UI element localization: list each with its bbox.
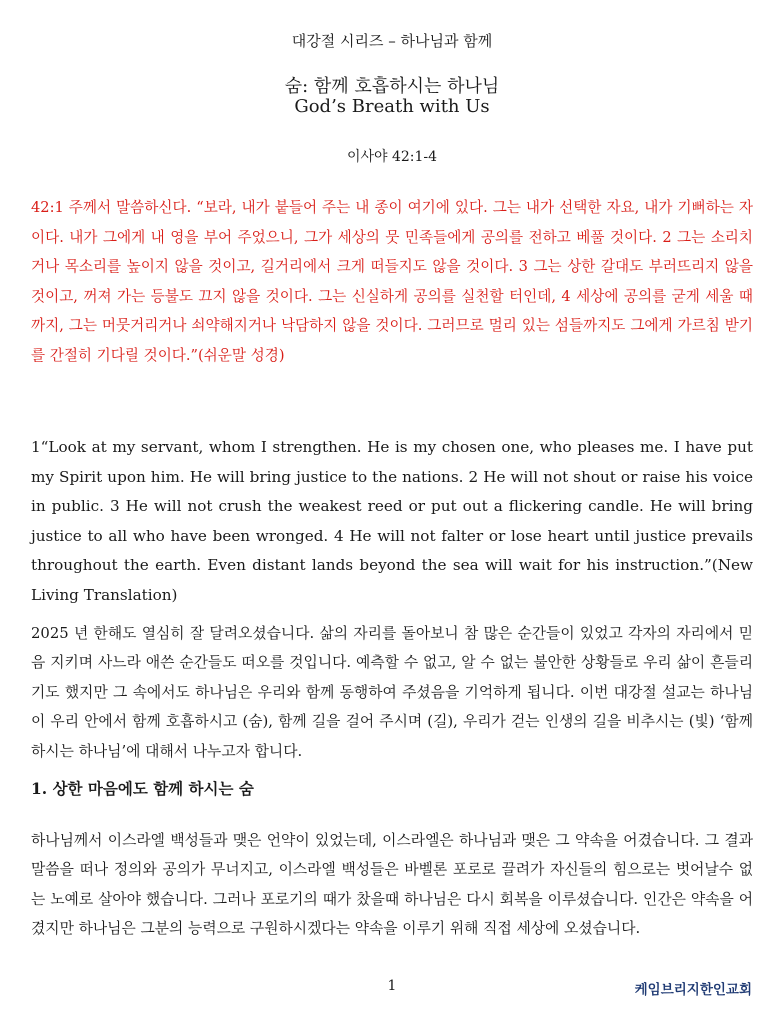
church-name: 케임브리지한인교회 — [634, 982, 752, 998]
sermon-title-korean: 숨: 함께 호흡하시는 하나님 — [284, 76, 500, 97]
sermon-title-english: God’s Breath with Us — [294, 96, 490, 117]
section-body-paragraph: 하나님께서 이스라엘 백성들과 맺은 언약이 있었는데, 이스라엘은 하나님과 맺은 그 약속을 어겼습니다. 그 결과 말씀을 떠나 정의와 공의가 무너지고, 이스라엘 백성들은 바벨론 포로로 끌려가 자신들의 힘으로는 벗어날수 없는 노예로 살아야 했습니다. 그러나 포로기의 때가 찼을때 하나님은 다시 회복을 이루셨습니다. 인간은 약속을 어겼지만 하나님은 그분의 능력으로 구원하시겠다는 약속을 이루기 위해 직접 세상에 오셨습니다. — [31, 832, 753, 938]
scripture-english: 1“Look at my servant, whom I strengthen. He is my chosen one, who pleases me. I have put my Spirit upon him. He will bring justice to the nations. 2 He will not shout or raise his voice in public. 3 He will not crush the weakest reed or put out a flickering candle. He will bring justice to all who have been wronged. 4 He will not falter or lose heart until justice prevails throughout the earth. Even distant lands beyond the sea will wait for his instruction.”(New Living Translation) — [31, 438, 753, 604]
series-title: 대강절 시리즈 – 하나님과 함께 — [291, 32, 493, 50]
page-number: 1 — [387, 978, 397, 994]
intro-paragraph: 2025 년 한해도 열심히 잘 달려오셨습니다. 삶의 자리를 돌아보니 참 많은 순간들이 있었고 각자의 자리에서 믿음 지키며 사느라 애쓴 순간들도 떠오를 것입니다. 예측할 수 없고, 알 수 없는 불안한 상황들로 우리 삶이 흔들리기도 했지만 그 속에서도 하나님은 우리와 함께 동행하여 주셨음을 기억하게 됩니다. 이번 대강절 설교는 하나님이 우리 안에서 함께 호흡하시고 (숨), 함께 길을 걸어 주시며 (길), 우리가 걷는 인생의 길을 비추시는 (빛) ‘함께하시는 하나님’에 대해서 나누고자 합니다. — [31, 625, 753, 760]
scripture-reference: 이사야 42:1-4 — [346, 149, 438, 165]
section-heading: 1. 상한 마음에도 함께 하시는 숨 — [31, 779, 254, 798]
scripture-korean: 42:1 주께서 말씀하신다. “보라, 내가 붙들어 주는 내 종이 여기에 있다. 그는 내가 선택한 자요, 내가 기뻐하는 자이다. 내가 그에게 내 영을 부어 주었으니, 그가 세상의 뭇 민족들에게 공의를 전하고 베풀 것이다. 2 그는 소리치거나 목소리를 높이지 않을 것이고, 길거리에서 크게 떠들지도 않을 것이다. 3 그는 상한 갈대도 부러뜨리지 않을 것이고, 꺼져 가는 등불도 끄지 않을 것이다. 그는 신실하게 공의를 실천할 터인데, 4 세상에 공의를 굳게 세울 때까지, 그는 머뭇거리거나 쇠약해지거나 낙담하지 않을 것이다. 그러므로 멀리 있는 섬들까지도 그에게 가르침 받기를 간절히 기다릴 것이다.”(쉬운말 성경) — [31, 199, 753, 364]
